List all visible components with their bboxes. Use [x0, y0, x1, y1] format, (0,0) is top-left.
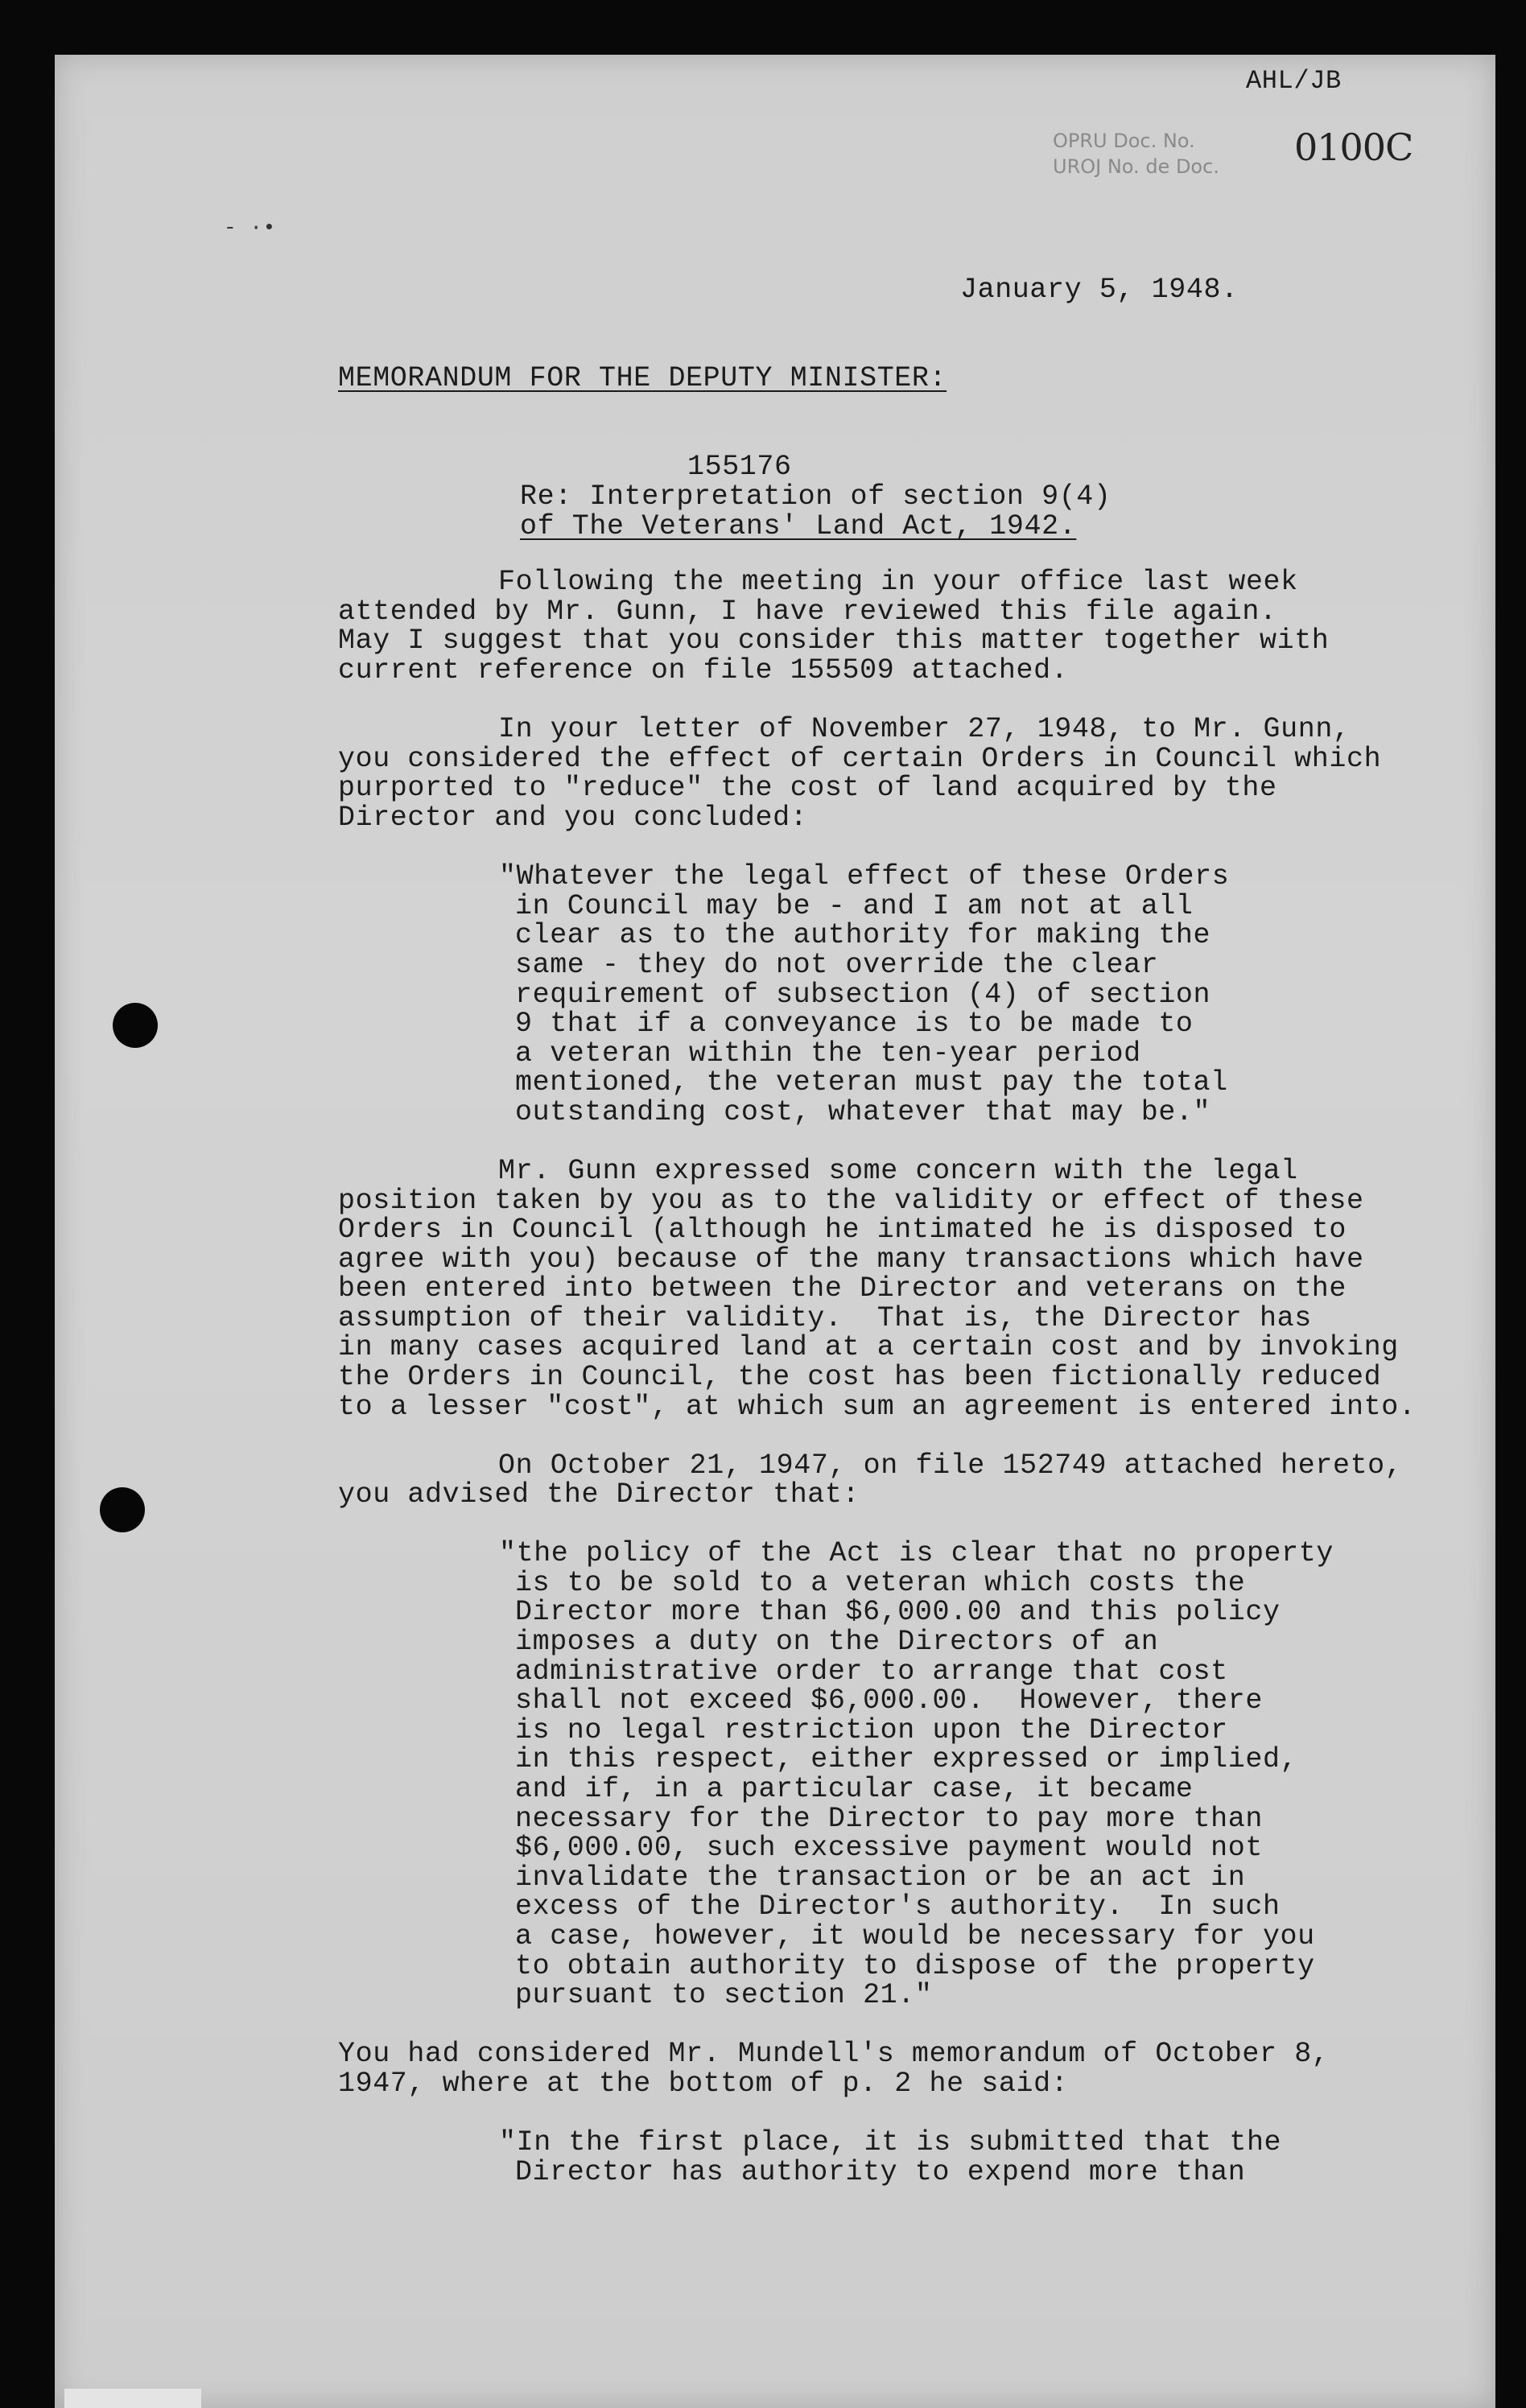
quote-1-line-5: requirement of subsection (4) of section: [515, 979, 1211, 1011]
quote-1-line-7: a veteran within the ten-year period: [515, 1037, 1141, 1070]
para-3-line-9: to a lesser "cost", at which sum an agreement is entered into.: [338, 1391, 1417, 1423]
quote-2-line-2: is to be sold to a veteran which costs the: [515, 1567, 1246, 1599]
quote-2-line-1: "the policy of the Act is clear that no property: [499, 1537, 1334, 1569]
quote-2-line-16: pursuant to section 21.": [515, 1979, 933, 2011]
document-page: [55, 55, 1495, 2408]
para-3-line-4: agree with you) because of the many transactions which have: [338, 1243, 1364, 1276]
para-1-line-3: May I suggest that you consider this matter together with: [338, 625, 1330, 657]
para-4-line-1: On October 21, 1947, on file 152749 attached hereto,: [498, 1449, 1403, 1482]
quote-1-line-4: same - they do not override the clear: [515, 949, 1159, 981]
para-2-line-1: In your letter of November 27, 1948, to Mr. Gunn,: [498, 713, 1351, 745]
para-1-line-1: Following the meeting in your office last week: [498, 566, 1298, 598]
para-2-line-2: you considered the effect of certain Orders in Council which: [338, 743, 1382, 775]
para-3-line-1: Mr. Gunn expressed some concern with the legal: [498, 1155, 1298, 1187]
stray-mark: - ·•: [224, 216, 276, 240]
quote-3-line-2: Director has authority to expend more than: [515, 2156, 1246, 2188]
re-line-2: of The Veterans' Land Act, 1942.: [520, 510, 1077, 542]
para-1-line-4: current reference on file 155509 attached.: [338, 654, 1069, 687]
para-2-line-4: Director and you concluded:: [338, 802, 808, 834]
quote-2-line-7: is no legal restriction upon the Director: [515, 1714, 1228, 1746]
quote-2-line-13: excess of the Director's authority. In such: [515, 1891, 1281, 1923]
para-3-line-5: been entered into between the Director and veterans on the: [338, 1272, 1347, 1305]
quote-2-line-4: imposes a duty on the Directors of an: [515, 1626, 1159, 1658]
punch-hole-upper: [113, 1003, 158, 1048]
quote-2-line-12: invalidate the transaction or be an act in: [515, 1862, 1246, 1894]
quote-2-line-10: necessary for the Director to pay more than: [515, 1803, 1263, 1835]
file-number: 155176: [687, 451, 792, 483]
quote-3-line-1: "In the first place, it is submitted that the: [499, 2126, 1282, 2159]
para-5-line-1: You had considered Mr. Mundell's memorandum of October 8,: [338, 2038, 1330, 2070]
quote-2-line-15: to obtain authority to dispose of the property: [515, 1950, 1315, 1982]
stamp-line-2: UROJ No. de Doc.: [1053, 155, 1219, 178]
quote-2-line-3: Director more than $6,000.00 and this policy: [515, 1596, 1281, 1628]
para-3-line-3: Orders in Council (although he intimated he is disposed to: [338, 1214, 1347, 1246]
quote-1-line-8: mentioned, the veteran must pay the total: [515, 1066, 1228, 1099]
film-tab: [64, 2389, 201, 2408]
quote-2-line-11: $6,000.00, such excessive payment would not: [515, 1832, 1263, 1864]
stamp-line-1: OPRU Doc. No.: [1053, 130, 1195, 152]
para-4-line-2: you advised the Director that:: [338, 1478, 860, 1511]
quote-1-line-3: clear as to the authority for making the: [515, 919, 1211, 951]
quote-1-line-2: in Council may be - and I am not at all: [515, 890, 1194, 922]
quote-2-line-6: shall not exceed $6,000.00. However, there: [515, 1684, 1263, 1717]
para-3-line-6: assumption of their validity. That is, the Director has: [338, 1302, 1312, 1334]
para-1-line-2: attended by Mr. Gunn, I have reviewed this file again.: [338, 596, 1277, 628]
para-3-line-8: the Orders in Council, the cost has been fictionally reduced: [338, 1361, 1382, 1393]
quote-2-line-14: a case, however, it would be necessary for you: [515, 1920, 1315, 1952]
para-3-line-2: position taken by you as to the validity or effect of these: [338, 1185, 1364, 1217]
memo-title: MEMORANDUM FOR THE DEPUTY MINISTER:: [338, 362, 947, 394]
initials: AHL/JB: [1246, 66, 1342, 96]
re-line-1: Re: Interpretation of section 9(4): [520, 480, 1112, 513]
quote-2-line-8: in this respect, either expressed or implied,: [515, 1743, 1298, 1775]
para-2-line-3: purported to "reduce" the cost of land acquired by the: [338, 772, 1277, 804]
handwritten-doc-number: 0100C: [1294, 126, 1413, 169]
memo-date: January 5, 1948.: [960, 274, 1239, 306]
quote-1-line-6: 9 that if a conveyance is to be made to: [515, 1008, 1194, 1040]
quote-2-line-5: administrative order to arrange that cost: [515, 1656, 1228, 1688]
para-3-line-7: in many cases acquired land at a certain cost and by invoking: [338, 1331, 1399, 1363]
punch-hole-lower: [100, 1487, 145, 1532]
quote-1-line-1: "Whatever the legal effect of these Orders: [499, 860, 1230, 893]
quote-1-line-9: outstanding cost, whatever that may be.": [515, 1096, 1211, 1128]
para-5-line-2: 1947, where at the bottom of p. 2 he said:: [338, 2068, 1069, 2100]
quote-2-line-9: and if, in a particular case, it became: [515, 1773, 1194, 1805]
